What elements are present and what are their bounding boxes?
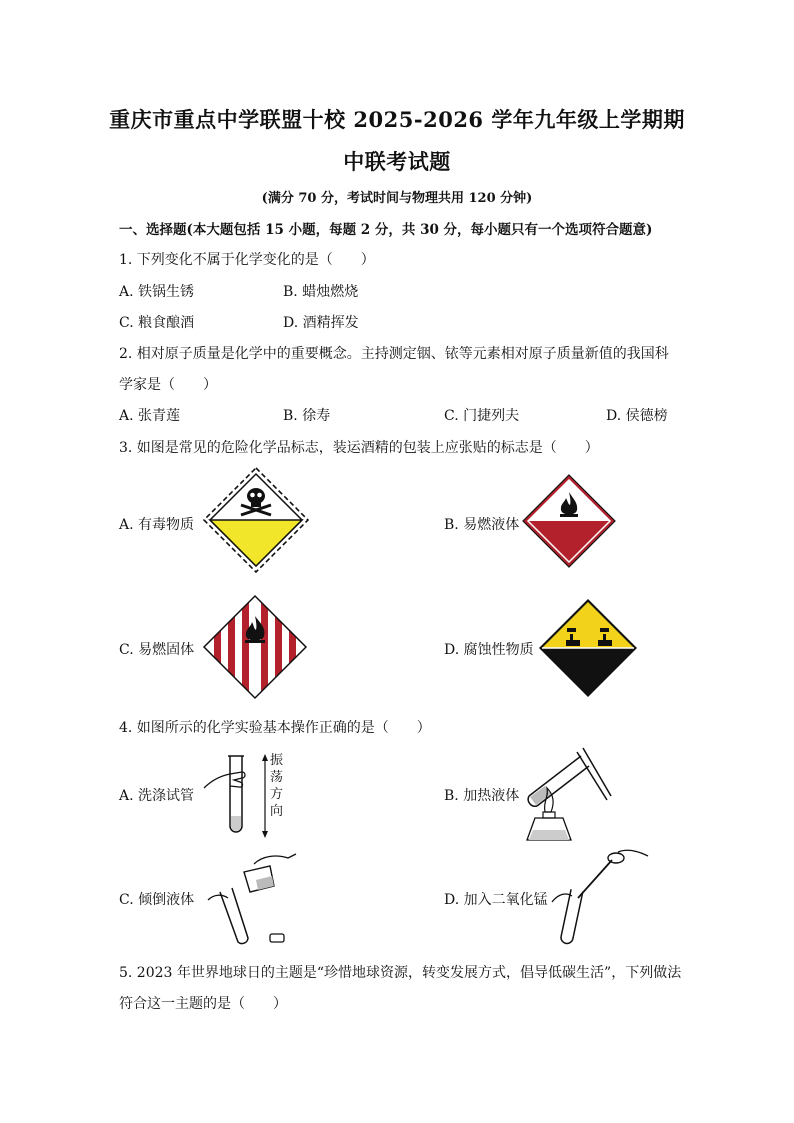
q2-option-b: B. 徐寿 [283, 408, 331, 424]
question-5-stem-line1: 5. 2023 年世界地球日的主题是“珍惜地球资源，转变发展方式，倡导低碳生活”，下列做法 [119, 965, 682, 981]
test-tube-icon [528, 756, 589, 806]
q4-option-b: B. 加热液体 [444, 788, 520, 804]
hand-icon [552, 850, 648, 902]
exam-subtitle: (满分 70 分，考试时间与物理共用 120 分钟) [261, 191, 533, 206]
q1-option-d: D. 酒精挥发 [283, 315, 359, 331]
question-2-stem-line1: 2. 相对原子质量是化学中的重要概念。主持测定铟、铱等元素相对原子质量新值的我国科 [119, 346, 669, 362]
question-1-stem: 1. 下列变化不属于化学变化的是（ ） [119, 252, 375, 268]
q3-option-c: C. 易燃固体 [119, 642, 195, 658]
corrosive-sign-icon [538, 598, 638, 698]
test-tube-icon [228, 756, 244, 832]
q2-option-a: A. 张青莲 [119, 408, 181, 424]
q2-option-c: C. 门捷列夫 [444, 408, 520, 424]
page-title: 重庆市重点中学联盟十校 2025-2026 学年九年级上学期期 [109, 107, 685, 132]
shake-label-char: 荡 [270, 770, 284, 785]
question-5-stem-line2: 符合这一主题的是（ ） [119, 996, 287, 1012]
q3-option-b: B. 易燃液体 [444, 517, 520, 533]
q1-option-b: B. 蜡烛燃烧 [283, 284, 359, 300]
q4-option-d: D. 加入二氧化锰 [444, 892, 548, 908]
heating-liquid-illustration [515, 742, 615, 846]
shake-label-char: 振 [270, 753, 284, 768]
page-title-line2: 中联考试题 [343, 149, 451, 174]
shake-label-char: 向 [270, 804, 284, 819]
q2-option-d: D. 侯德榜 [606, 408, 668, 424]
question-2-stem-line2: 学家是（ ） [119, 377, 217, 393]
q1-option-a: A. 铁锅生锈 [119, 284, 195, 300]
shake-label-char: 方 [270, 787, 284, 802]
q3-option-d: D. 腐蚀性物质 [444, 642, 534, 658]
hand-icon [204, 772, 245, 788]
flammable-solid-sign-icon [200, 592, 310, 702]
hand-icon [208, 854, 296, 900]
adding-manganese-dioxide-illustration [548, 846, 652, 948]
q3-option-a: A. 有毒物质 [119, 517, 195, 533]
q1-option-c: C. 粮食酿酒 [119, 315, 195, 331]
q4-option-a: A. 洗涤试管 [119, 788, 195, 804]
question-4-stem: 4. 如图所示的化学实验基本操作正确的是（ ） [119, 720, 431, 736]
toxic-sign-icon [203, 467, 309, 573]
q4-option-c: C. 倾倒液体 [119, 892, 195, 908]
question-3-stem: 3. 如图是常见的危险化学品标志，装运酒精的包装上应张贴的标志是（ ） [119, 440, 599, 456]
section-heading: 一、选择题(本大题包括 15 小题，每题 2 分，共 30 分，每小题只有一个选项符合题意) [119, 222, 653, 238]
pouring-liquid-illustration [200, 850, 300, 950]
shake-direction-label [270, 752, 286, 820]
test-tube-wash-illustration [200, 752, 262, 838]
flammable-liquid-sign-icon [522, 474, 616, 568]
